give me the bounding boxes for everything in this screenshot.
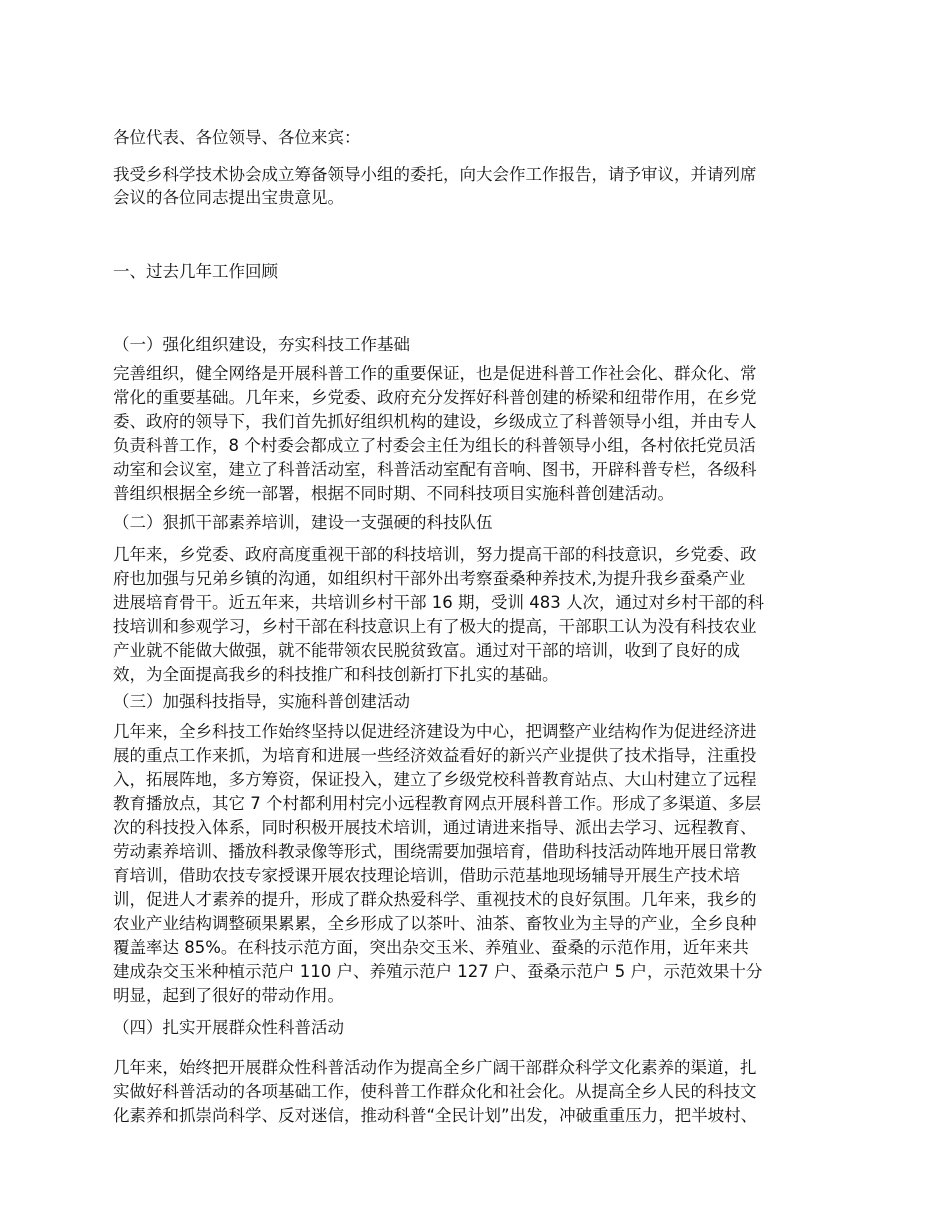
paragraph-line: 建成杂交玉米种植示范户 110 户、养殖示范户 127 户、蚕桑示范户 5 户，示范效果十分 — [113, 962, 763, 981]
subsection-title: （二）狠抓干部素养培训，建设一支强硬的科技队伍 — [113, 513, 493, 532]
paragraph-line: 几年来，乡党委、政府高度重视干部的科技培训，努力提高干部的科技意识，乡党委、政 — [113, 545, 757, 564]
section-title: 一、过去几年工作回顾 — [113, 262, 278, 281]
intro-line: 我受乡科学技术协会成立筹备领导小组的委托，向大会作工作报告，请予审议，并请列席 — [113, 165, 757, 184]
subsection-title: （一）强化组织建设，夯实科技工作基础 — [113, 335, 410, 354]
paragraph-line: 明显，起到了很好的带动作用。 — [113, 986, 344, 1005]
subsection-title: （四）扎实开展群众性科普活动 — [113, 1018, 344, 1037]
paragraph-line: 技培训和参观学习，乡村干部在科技意识上有了极大的提高，干部职工认为没有科技农业 — [113, 617, 757, 636]
paragraph-line: 完善组织，健全网络是开展科普工作的重要保证，也是促进科普工作社会化、群众化、常 — [113, 364, 757, 383]
paragraph-line: 产业就不能做大做强，就不能带领农民脱贫致富。通过对干部的培训，收到了良好的成 — [113, 641, 740, 660]
paragraph-line: 覆盖率达 85%。在科技示范方面，突出杂交玉米、养殖业、蚕桑的示范作用，近年来共 — [113, 938, 749, 957]
paragraph-line: 实做好科普活动的各项基础工作，使科普工作群众化和社会化。从提高全乡人民的科技文 — [113, 1082, 757, 1101]
paragraph-line: 展的重点工作来抓，为培育和进展一些经济效益看好的新兴产业提供了技术指导，注重投 — [113, 746, 757, 765]
paragraph-line: 化素养和抓崇尚科学、反对迷信，推动科普“全民计划”出发，冲破重重压力，把半坡村、 — [113, 1106, 758, 1125]
paragraph-line: 次的科技投入体系，同时积极开展技术培训，通过请进来指导、派出去学习、远程教育、 — [113, 818, 757, 837]
salutation: 各位代表、各位领导、各位来宾： — [113, 128, 361, 147]
paragraph-line: 农业产业结构调整硕果累累，全乡形成了以茶叶、油茶、畜牧业为主导的产业，全乡良种 — [113, 914, 757, 933]
paragraph-line: 委、政府的领导下，我们首先抓好组织机构的建设，乡级成立了科普领导小组，并由专人 — [113, 412, 757, 431]
paragraph-line: 普组织根据全乡统一部署，根据不同时期、不同科技项目实施科普创建活动。 — [113, 484, 674, 503]
paragraph-line: 动室和会议室，建立了科普活动室，科普活动室配有音响、图书，开辟科普专栏，各级科 — [113, 460, 757, 479]
paragraph-line: 负责科普工作，8 个村委会都成立了村委会主任为组长的科普领导小组，各村依托党员活 — [113, 436, 756, 455]
paragraph-line: 常化的重要基础。几年来，乡党委、政府充分发挥好科普创建的桥梁和纽带作用，在乡党 — [113, 388, 757, 407]
paragraph-line: 效，为全面提高我乡的科技推广和科技创新打下扎实的基础。 — [113, 665, 559, 684]
paragraph-line: 训，促进人才素养的提升，形成了群众热爱科学、重视技术的良好氛围。几年来，我乡的 — [113, 890, 757, 909]
subsection-title: （三）加强科技指导，实施科普创建活动 — [113, 692, 410, 711]
paragraph-line: 入，拓展阵地，多方筹资，保证投入，建立了乡级党校科普教育站点、大山村建立了远程 — [113, 770, 757, 789]
paragraph-line: 几年来，始终把开展群众性科普活动作为提高全乡广阔干部群众科学文化素养的渠道，扎 — [113, 1058, 757, 1077]
intro-line: 会议的各位同志提出宝贵意见。 — [113, 188, 344, 207]
paragraph-line: 劳动素养培训、播放科教录像等形式，围绕需要加强培育，借助科技活动阵地开展日常教 — [113, 842, 757, 861]
paragraph-line: 教育播放点，其它 7 个村都利用村完小远程教育网点开展科普工作。形成了多渠道、多层 — [113, 794, 761, 813]
paragraph-line: 进展培育骨干。近五年来，共培训乡村干部 16 期，受训 483 人次，通过对乡村干部的科 — [113, 593, 764, 612]
paragraph-line: 几年来，全乡科技工作始终坚持以促进经济建设为中心，把调整产业结构作为促进经济进 — [113, 722, 757, 741]
paragraph-line: 府也加强与兄弟乡镇的沟通，如组织村干部外出考察蚕桑种养技术,为提升我乡蚕桑产业 — [113, 569, 746, 588]
paragraph-line: 育培训，借助农技专家授课开展农技理论培训，借助示范基地现场辅导开展生产技术培 — [113, 866, 740, 885]
